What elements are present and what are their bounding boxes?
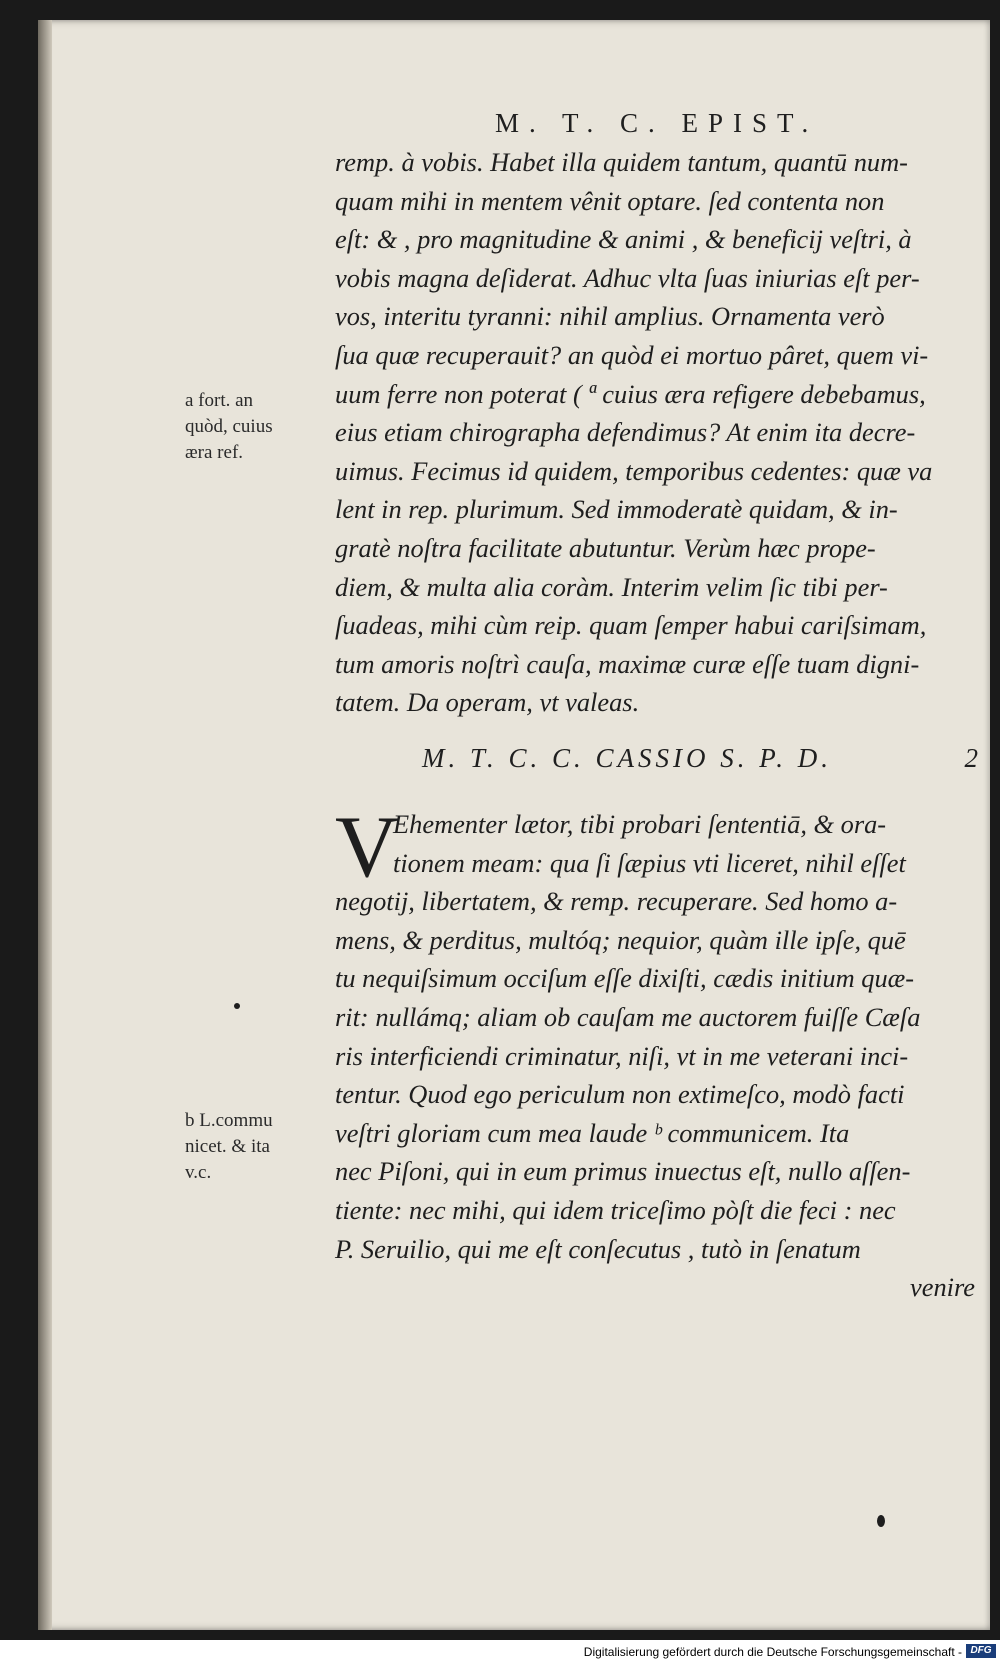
- margin-note-line: quòd, cuius: [185, 416, 273, 437]
- text-line: ris interficiendi criminatur, niſi, vt in me veterani inci-: [335, 1040, 909, 1071]
- text-line: rit: nullámq; aliam ob cauſam me auctorem fuiſſe Cæſa: [335, 1001, 921, 1032]
- letter-number: 2: [964, 743, 978, 773]
- margin-note-line: nicet. & ita: [185, 1136, 270, 1157]
- text-line: mens, & perditus, multóq; nequior, quàm ille ipſe, quē: [335, 924, 906, 955]
- running-title: M. T. C. EPIST.: [495, 108, 819, 138]
- letter-2-salutation: M. T. C. C. CASSIO S. P. D.: [422, 743, 833, 773]
- digitization-footer: [0, 1640, 1000, 1663]
- margin-note-line: b L.commu: [185, 1110, 273, 1131]
- text-line: vos, interitu tyranni: nihil amplius. Ornamenta verò: [335, 301, 885, 332]
- page-gutter-shadow: [38, 20, 52, 1630]
- ink-dot: [234, 1003, 240, 1009]
- text-line: tionem meam: qua ſi ſæpius vti liceret, nihil eſſet: [393, 847, 906, 878]
- text-line: veſtri gloriam cum mea laude ᵇ communicem. Ita: [335, 1117, 850, 1148]
- margin-note-a: [185, 388, 325, 466]
- letter-2-heading: [422, 743, 982, 781]
- margin-note-line: a fort. an: [185, 390, 254, 411]
- funding-credit: Digitalisierung gefördert durch die Deutsche Forschungsgemeinschaft -: [583, 1645, 962, 1659]
- text-line: nec Piſoni, qui in eum primus inuectus eſt, nullo aſſen-: [335, 1156, 911, 1187]
- margin-note-line: æra ref.: [185, 442, 244, 463]
- text-line: lent in rep. plurimum. Sed immoderatè quidam, & in-: [335, 494, 898, 525]
- text-line: uimus. Fecimus id quidem, temporibus cedentes: quæ va: [335, 455, 933, 486]
- text-line: remp. à vobis. Habet illa quidem tantum, quantū num-: [335, 147, 908, 177]
- text-line: P. Seruilio, qui me eſt conſecutus , tutò in ſenatum: [335, 1233, 861, 1264]
- margin-note-b: [185, 1108, 325, 1186]
- text-line: ſua quæ recuperauit? an quòd ei mortuo pâret, quem vi-: [335, 339, 929, 370]
- catchword: venire: [910, 1272, 975, 1303]
- margin-note-line: v.c.: [185, 1162, 212, 1183]
- text-line: tatem. Da operam, vt valeas.: [335, 687, 640, 718]
- ink-dot: [877, 1515, 885, 1527]
- text-line: tu nequiſsimum occiſum eſſe dixiſti, cædis initium quæ-: [335, 963, 915, 994]
- text-line: tiente: nec mihi, qui idem triceſimo pòſt die feci : nec: [335, 1194, 896, 1225]
- text-line: negotij, libertatem, & remp. recuperare. Sed homo a-: [335, 886, 898, 917]
- text-line: uum ferre non poterat ( ª cuius æra refigere debebamus,: [335, 378, 926, 409]
- letter-1-body: [335, 143, 985, 722]
- text-line: tum amoris noſtrì cauſa, maximæ curæ eſſe tuam digni-: [335, 648, 920, 679]
- text-line: gratè noſtra facilitate abutuntur. Verùm hæc prope-: [335, 532, 876, 563]
- text-line: Ehementer lætor, tibi probari ſententiā, & ora-: [393, 809, 887, 839]
- text-line: eius etiam chirographa defendimus? At enim ita decre-: [335, 417, 916, 448]
- text-line: ſuadeas, mihi cùm reip. quam ſemper habui cariſsimam,: [335, 610, 927, 641]
- text-line: vobis magna deſiderat. Adhuc vlta ſuas iniurias eſt per-: [335, 262, 920, 293]
- letter-2-body: [335, 799, 985, 1307]
- text-line: eſt: & , pro magnitudine & animi , & beneficij veſtri, à: [335, 224, 912, 255]
- dfg-logo: DFG: [966, 1644, 996, 1658]
- text-line: quam mihi in mentem vênit optare. ſed contenta non: [335, 185, 885, 216]
- text-line: diem, & multa alia coràm. Interim velim ſic tibi per-: [335, 571, 888, 602]
- drop-cap: V: [335, 799, 399, 896]
- text-line: tentur. Quod ego periculum non extimeſco, modò facti: [335, 1079, 905, 1110]
